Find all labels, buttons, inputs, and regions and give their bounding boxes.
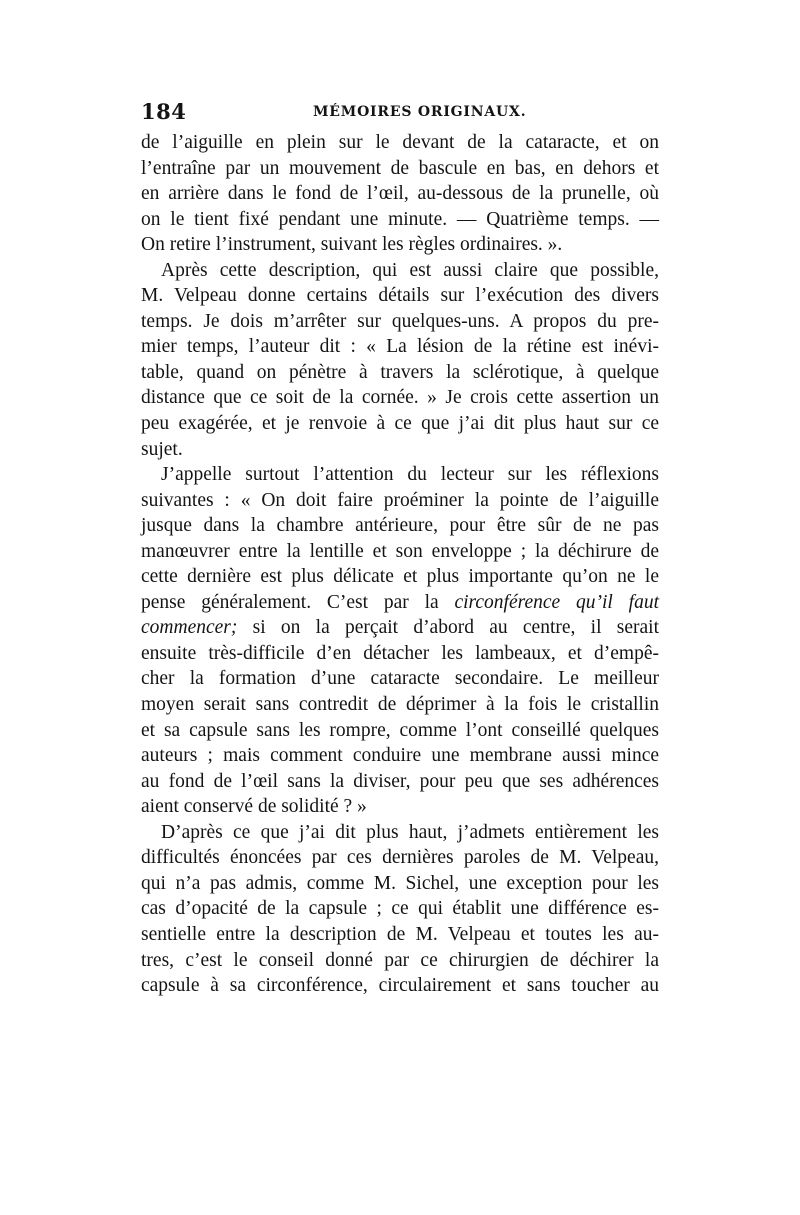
text-line: ensuite très-difficile d’en détacher les lambeaux, et d’empê- [141, 642, 659, 664]
text-line: cher la formation d’une cataracte secondaire. Le meilleur [141, 668, 659, 690]
text-line: cette dernière est plus délicate et plus importante qu’on ne le [141, 566, 659, 588]
text-line: on le tient fixé pendant une minute. — Quatrième temps. — [141, 208, 659, 230]
page-header [141, 99, 659, 125]
text-line: peu exagérée, et je renvoie à ce que j’ai dit plus haut sur ce [141, 413, 659, 435]
text-line: difficultés énoncées par ces dernières paroles de M. Velpeau, [141, 847, 659, 869]
text-line: l’entraîne par un mouvement de bascule en bas, en dehors et [141, 157, 659, 179]
text-line: suivantes : « On doit faire proéminer la pointe de l’aiguille [141, 489, 659, 511]
text-line: On retire l’instrument, suivant les règles ordinaires. ». [141, 234, 563, 256]
running-title: MÉMOIRES ORIGINAUX. [313, 104, 527, 120]
text-line: Après cette description, qui est aussi claire que possible, [161, 259, 659, 281]
italic-segment: circonférence qu’il faut [454, 591, 659, 613]
text-line: distance que ce soit de la cornée. » Je crois cette assertion un [141, 387, 659, 409]
page-number: 184 [141, 99, 187, 124]
text-line: capsule à sa circonférence, circulairement et sans toucher au [141, 975, 659, 997]
text-line-mixed [141, 590, 659, 616]
text-line: auteurs ; mais comment conduire une membrane aussi mince [141, 745, 659, 767]
text-line: cas d’opacité de la capsule ; ce qui établit une différence es- [141, 898, 659, 920]
text-line: J’appelle surtout l’attention du lecteur sur les réflexions [161, 464, 659, 486]
text-segment: pense généralement. C’est par la [141, 591, 455, 613]
text-line: au fond de l’œil sans la diviser, pour peu que ses adhérences [141, 770, 659, 792]
text-line: temps. Je dois m’arrêter sur quelques-uns. A propos du pre- [141, 310, 659, 332]
text-line: mier temps, l’auteur dit : « La lésion de la rétine est inévi- [141, 336, 659, 358]
text-line: aient conservé de solidité ? » [141, 796, 367, 818]
text-line: et sa capsule sans les rompre, comme l’ont conseillé quelques [141, 719, 659, 741]
text-line: en arrière dans le fond de l’œil, au-dessous de la prunelle, où [141, 183, 659, 205]
text-line: qui n’a pas admis, comme M. Sichel, une exception pour les [141, 872, 659, 894]
text-line: moyen serait sans contredit de déprimer à la fois le cristallin [141, 694, 659, 716]
text-line: D’après ce que j’ai dit plus haut, j’admets entièrement les [161, 821, 659, 843]
text-line: sentielle entre la description de M. Velpeau et toutes les au- [141, 923, 659, 945]
italic-segment: commencer; [141, 617, 238, 639]
body-text [141, 130, 659, 999]
text-line: sujet. [141, 438, 183, 460]
text-line: manœuvrer entre la lentille et son enveloppe ; la déchirure de [141, 540, 659, 562]
text-line-mixed [141, 615, 659, 641]
text-line: tres, c’est le conseil donné par ce chirurgien de déchirer la [141, 949, 659, 971]
text-line: M. Velpeau donne certains détails sur l’exécution des divers [141, 285, 659, 307]
text-line: jusque dans la chambre antérieure, pour être sûr de ne pas [141, 515, 659, 537]
text-line: table, quand on pénètre à travers la sclérotique, à quelque [141, 361, 659, 383]
text-line: de l’aiguille en plein sur le devant de la cataracte, et on [141, 132, 659, 153]
text-segment: si on la perçait d’abord au centre, il serait [237, 617, 659, 639]
